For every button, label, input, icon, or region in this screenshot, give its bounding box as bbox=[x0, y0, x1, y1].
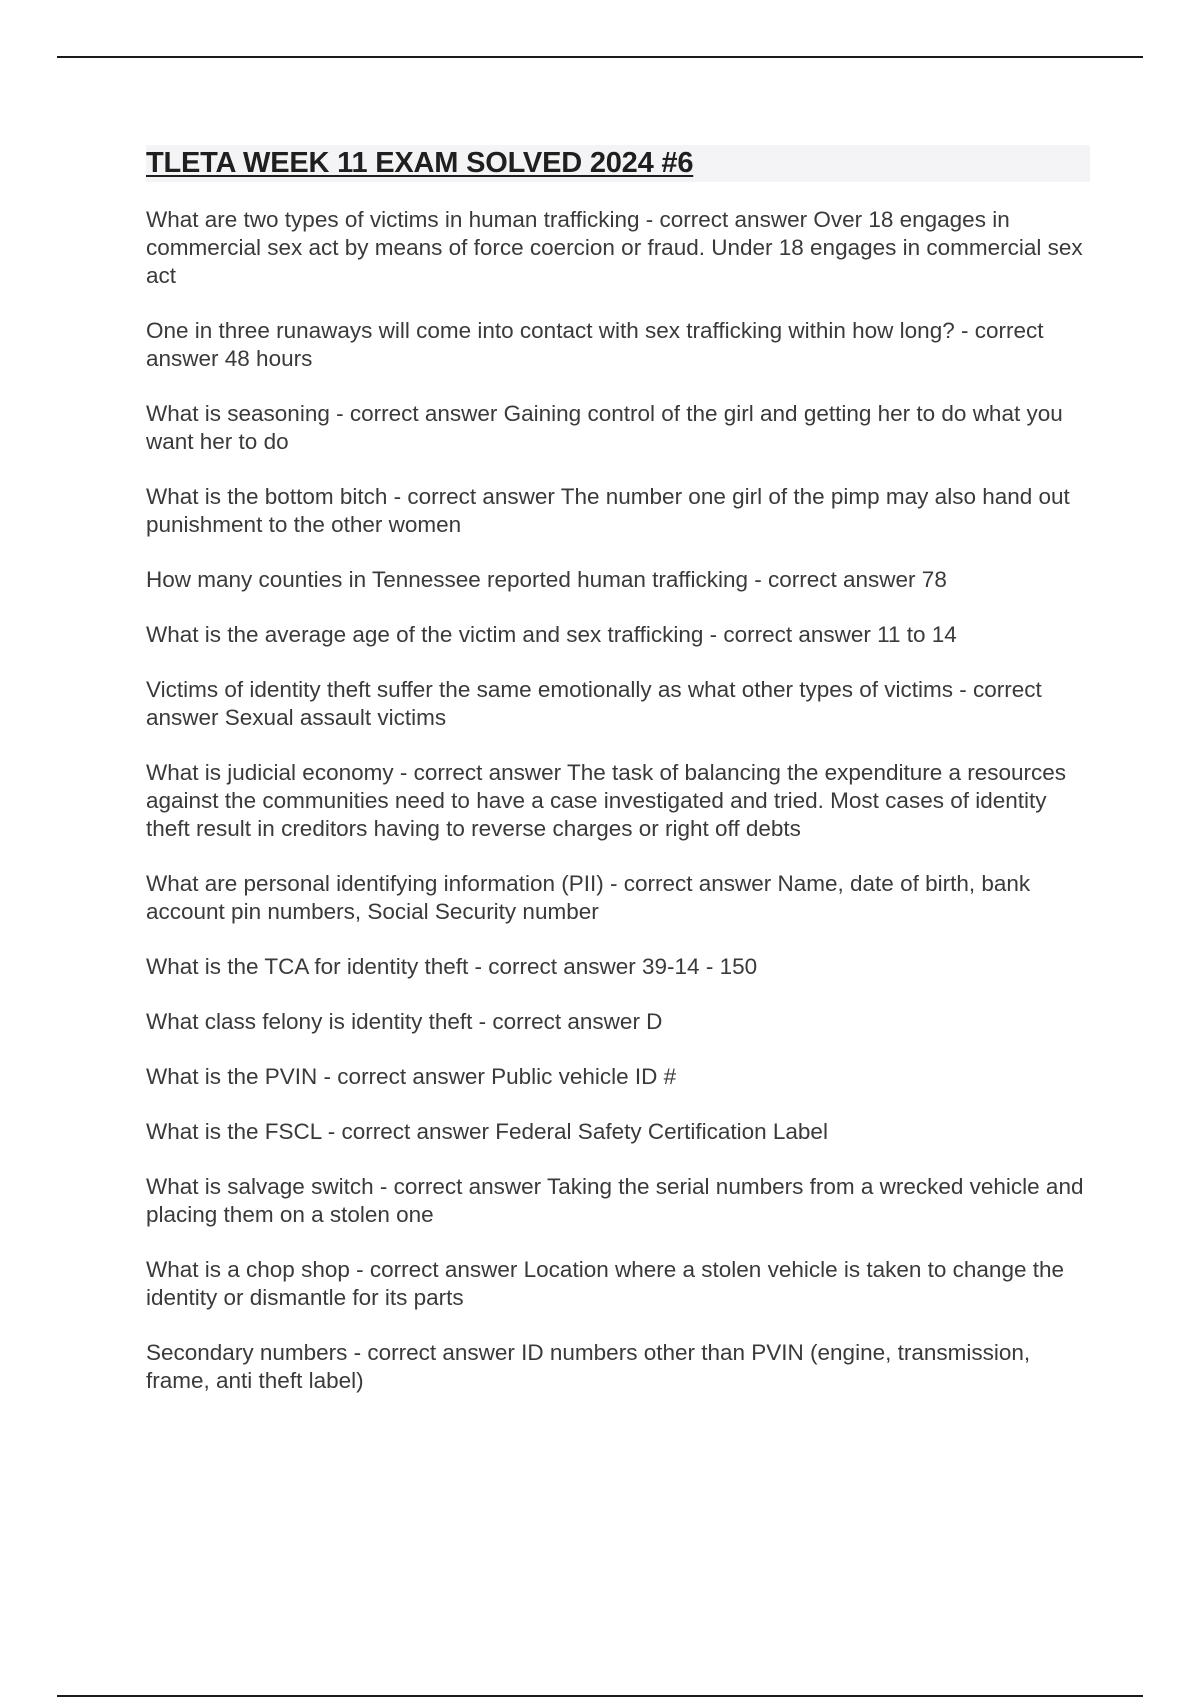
title-band bbox=[146, 145, 1090, 182]
qa-item: How many counties in Tennessee reported human trafficking - correct answer 78 bbox=[146, 567, 947, 592]
document-body bbox=[146, 145, 1090, 1422]
qa-item: What is the PVIN - correct answer Public vehicle ID # bbox=[146, 1064, 677, 1089]
qa-item: One in three runaways will come into contact with sex trafficking within how long? - correct answer 48 hours bbox=[146, 318, 1044, 371]
qa-item: Victims of identity theft suffer the same emotionally as what other types of victims - correct answer Sexual assault victims bbox=[146, 677, 1042, 730]
qa-item: What is seasoning - correct answer Gaining control of the girl and getting her to do what you want her to do bbox=[146, 401, 1063, 454]
qa-list bbox=[146, 206, 1090, 1395]
qa-item: What are personal identifying information (PII) - correct answer Name, date of birth, bank account pin numbers, Social Security number bbox=[146, 871, 1031, 924]
qa-item: What is salvage switch - correct answer Taking the serial numbers from a wrecked vehicle and placing them on a stolen one bbox=[146, 1174, 1084, 1227]
qa-item: What is the average age of the victim and sex trafficking - correct answer 11 to 14 bbox=[146, 622, 957, 647]
qa-item: What is the TCA for identity theft - correct answer 39-14 - 150 bbox=[146, 954, 758, 979]
top-rule bbox=[57, 56, 1143, 58]
qa-item: What are two types of victims in human trafficking - correct answer Over 18 engages in commercial sex act by means of force coercion or fraud. Under 18 engages in commercial sex act bbox=[146, 207, 1083, 288]
bottom-rule bbox=[57, 1695, 1143, 1697]
document-title: TLETA WEEK 11 EXAM SOLVED 2024 #6 bbox=[146, 147, 694, 179]
qa-item: What is the FSCL - correct answer Federal Safety Certification Label bbox=[146, 1119, 828, 1144]
qa-item: What is judicial economy - correct answer The task of balancing the expenditure a resources against the communities need to have a case investigated and tried. Most cases of identity theft result in creditors having to reverse charges or right off debts bbox=[146, 760, 1067, 841]
qa-item: What is a chop shop - correct answer Location where a stolen vehicle is taken to change the identity or dismantle for its parts bbox=[146, 1257, 1065, 1310]
qa-item: Secondary numbers - correct answer ID numbers other than PVIN (engine, transmission, frame, anti theft label) bbox=[146, 1340, 1031, 1393]
qa-item: What is the bottom bitch - correct answer The number one girl of the pimp may also hand out punishment to the other women bbox=[146, 484, 1070, 537]
qa-item: What class felony is identity theft - correct answer D bbox=[146, 1009, 663, 1034]
